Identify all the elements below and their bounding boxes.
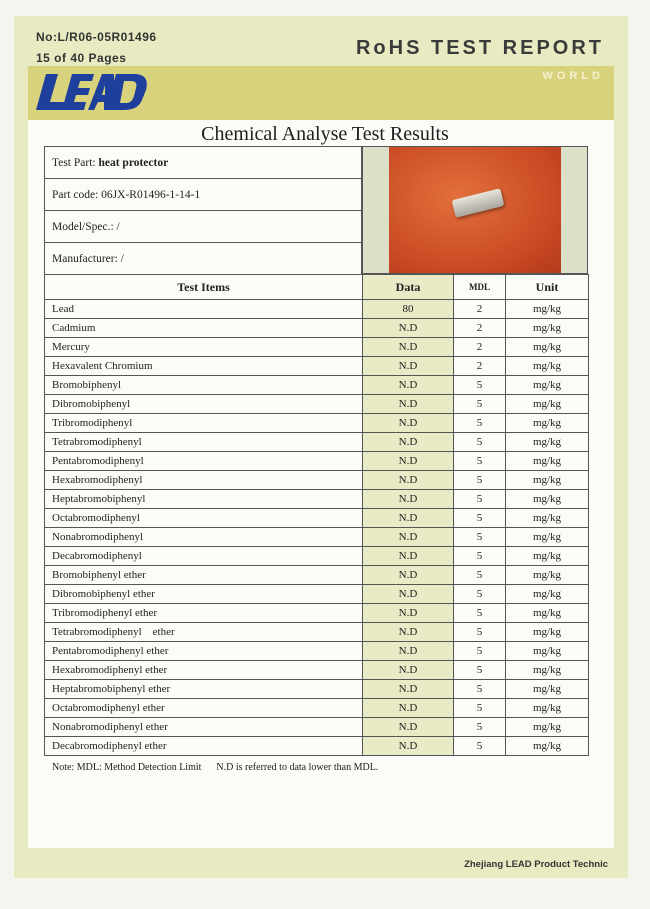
header-test-items: Test Items xyxy=(45,275,363,300)
test-item-name: Decabromodiphenyl xyxy=(45,547,363,566)
test-item-name: Hexavalent Chromium xyxy=(45,357,363,376)
test-item-unit: mg/kg xyxy=(506,604,589,623)
test-item-name: Decabromodiphenyl ether xyxy=(45,737,363,756)
test-item-mdl: 5 xyxy=(454,547,506,566)
test-item-mdl: 2 xyxy=(454,357,506,376)
test-item-name: Hexabromodiphenyl ether xyxy=(45,661,363,680)
test-item-unit: mg/kg xyxy=(506,357,589,376)
test-item-name: Cadmium xyxy=(45,319,363,338)
test-item-data: N.D xyxy=(363,661,454,680)
test-part-cell xyxy=(45,147,362,179)
table-row xyxy=(45,737,589,756)
test-item-unit: mg/kg xyxy=(506,300,589,319)
table-row xyxy=(45,395,589,414)
test-part-value: heat protector xyxy=(98,156,169,169)
test-item-name: Hexabromodiphenyl xyxy=(45,471,363,490)
test-item-name: Tribromodiphenyl xyxy=(45,414,363,433)
test-item-unit: mg/kg xyxy=(506,623,589,642)
table-row xyxy=(45,452,589,471)
test-part-label: Test Part: xyxy=(52,156,99,169)
test-item-unit: mg/kg xyxy=(506,642,589,661)
test-item-name: Pentabromodiphenyl xyxy=(45,452,363,471)
test-item-name: Dibromobiphenyl ether xyxy=(45,585,363,604)
sample-photo xyxy=(362,146,588,274)
table-row xyxy=(45,642,589,661)
info-row-part-code xyxy=(45,179,362,211)
test-item-unit: mg/kg xyxy=(506,471,589,490)
test-item-data: N.D xyxy=(363,395,454,414)
test-item-mdl: 5 xyxy=(454,452,506,471)
test-item-mdl: 5 xyxy=(454,699,506,718)
report-title: RoHS TEST REPORT xyxy=(355,37,604,59)
table-row xyxy=(45,585,589,604)
test-item-unit: mg/kg xyxy=(506,737,589,756)
table-row xyxy=(45,509,589,528)
test-item-name: Dibromobiphenyl xyxy=(45,395,363,414)
test-item-unit: mg/kg xyxy=(506,509,589,528)
footer-company: Zhejiang LEAD Product Technic xyxy=(464,859,608,870)
test-item-mdl: 5 xyxy=(454,490,506,509)
test-item-data: N.D xyxy=(363,566,454,585)
table-row xyxy=(45,528,589,547)
test-item-unit: mg/kg xyxy=(506,433,589,452)
test-item-name: Mercury xyxy=(45,338,363,357)
test-item-name: Tetrabromodiphenyl xyxy=(45,433,363,452)
test-item-unit: mg/kg xyxy=(506,585,589,604)
test-item-mdl: 5 xyxy=(454,737,506,756)
test-item-name: Bromobiphenyl xyxy=(45,376,363,395)
test-item-mdl: 5 xyxy=(454,718,506,737)
test-item-name: Lead xyxy=(45,300,363,319)
sample-info-table xyxy=(44,146,362,275)
manufacturer: Manufacturer: / xyxy=(45,243,362,275)
test-item-data: N.D xyxy=(363,642,454,661)
test-item-name: Nonabromodiphenyl xyxy=(45,528,363,547)
test-item-data: N.D xyxy=(363,547,454,566)
test-item-mdl: 2 xyxy=(454,338,506,357)
test-item-unit: mg/kg xyxy=(506,547,589,566)
test-item-data: N.D xyxy=(363,623,454,642)
report-subtitle: WORLD xyxy=(542,70,604,82)
table-row xyxy=(45,433,589,452)
test-item-name: Pentabromodiphenyl ether xyxy=(45,642,363,661)
test-item-data: N.D xyxy=(363,338,454,357)
test-item-mdl: 5 xyxy=(454,642,506,661)
results-table xyxy=(44,274,589,756)
test-item-mdl: 5 xyxy=(454,376,506,395)
table-row xyxy=(45,357,589,376)
test-item-mdl: 5 xyxy=(454,661,506,680)
test-item-name: Octabromodiphenyl ether xyxy=(45,699,363,718)
test-item-unit: mg/kg xyxy=(506,395,589,414)
test-item-name: Heptabromobiphenyl ether xyxy=(45,680,363,699)
info-row-test-part xyxy=(45,147,362,179)
test-item-data: N.D xyxy=(363,509,454,528)
test-item-unit: mg/kg xyxy=(506,414,589,433)
header-data: Data xyxy=(363,275,454,300)
table-row xyxy=(45,490,589,509)
test-item-unit: mg/kg xyxy=(506,338,589,357)
test-item-unit: mg/kg xyxy=(506,452,589,471)
header-unit: Unit xyxy=(506,275,589,300)
table-row xyxy=(45,718,589,737)
test-item-data: N.D xyxy=(363,452,454,471)
test-item-data: N.D xyxy=(363,357,454,376)
test-item-name: Bromobiphenyl ether xyxy=(45,566,363,585)
test-item-data: N.D xyxy=(363,737,454,756)
table-row xyxy=(45,699,589,718)
model-spec: Model/Spec.: / xyxy=(45,211,362,243)
table-row xyxy=(45,604,589,623)
table-row xyxy=(45,300,589,319)
page-count: 15 of 40 Pages xyxy=(36,51,127,65)
test-item-name: Heptabromobiphenyl xyxy=(45,490,363,509)
test-item-mdl: 5 xyxy=(454,528,506,547)
test-item-mdl: 5 xyxy=(454,623,506,642)
test-item-data: N.D xyxy=(363,718,454,737)
test-item-unit: mg/kg xyxy=(506,661,589,680)
table-row xyxy=(45,661,589,680)
test-item-data: N.D xyxy=(363,471,454,490)
test-item-data: N.D xyxy=(363,680,454,699)
test-item-unit: mg/kg xyxy=(506,376,589,395)
test-item-unit: mg/kg xyxy=(506,566,589,585)
test-item-mdl: 5 xyxy=(454,680,506,699)
test-item-unit: mg/kg xyxy=(506,699,589,718)
test-item-mdl: 5 xyxy=(454,433,506,452)
test-item-name: Nonabromodiphenyl ether xyxy=(45,718,363,737)
test-item-mdl: 5 xyxy=(454,471,506,490)
test-item-mdl: 2 xyxy=(454,319,506,338)
test-item-data: N.D xyxy=(363,585,454,604)
test-item-data: N.D xyxy=(363,528,454,547)
test-item-mdl: 5 xyxy=(454,585,506,604)
test-item-data: N.D xyxy=(363,376,454,395)
test-item-data: N.D xyxy=(363,414,454,433)
page-title: Chemical Analyse Test Results xyxy=(201,123,449,145)
test-item-data: N.D xyxy=(363,319,454,338)
test-item-unit: mg/kg xyxy=(506,490,589,509)
table-row xyxy=(45,623,589,642)
test-item-data: N.D xyxy=(363,604,454,623)
document-number: No:L/R06-05R01496 xyxy=(36,30,157,44)
info-row-model xyxy=(45,211,362,243)
table-row xyxy=(45,414,589,433)
test-item-data: 80 xyxy=(363,300,454,319)
table-row xyxy=(45,319,589,338)
test-item-unit: mg/kg xyxy=(506,319,589,338)
lead-logo xyxy=(36,68,152,119)
test-item-data: N.D xyxy=(363,699,454,718)
test-item-mdl: 5 xyxy=(454,604,506,623)
test-item-unit: mg/kg xyxy=(506,528,589,547)
test-item-name: Tetrabromodiphenyl ether xyxy=(45,623,363,642)
table-row xyxy=(45,338,589,357)
test-item-data: N.D xyxy=(363,433,454,452)
test-item-mdl: 5 xyxy=(454,509,506,528)
test-item-mdl: 2 xyxy=(454,300,506,319)
test-item-mdl: 5 xyxy=(454,395,506,414)
results-header-row xyxy=(45,275,589,300)
info-row-manufacturer xyxy=(45,243,362,275)
test-item-name: Octabromodiphenyl xyxy=(45,509,363,528)
footnote: Note: MDL: Method Detection Limit N.D is referred to data lower than MDL. xyxy=(52,762,379,773)
table-row xyxy=(45,547,589,566)
table-row xyxy=(45,680,589,699)
test-item-mdl: 5 xyxy=(454,414,506,433)
table-row xyxy=(45,471,589,490)
table-row xyxy=(45,376,589,395)
header-mdl: MDL xyxy=(454,275,506,300)
test-item-unit: mg/kg xyxy=(506,680,589,699)
table-row xyxy=(45,566,589,585)
test-item-unit: mg/kg xyxy=(506,718,589,737)
test-item-data: N.D xyxy=(363,490,454,509)
test-item-name: Tribromodiphenyl ether xyxy=(45,604,363,623)
part-code: Part code: 06JX-R01496-1-14-1 xyxy=(45,179,362,211)
test-item-mdl: 5 xyxy=(454,566,506,585)
